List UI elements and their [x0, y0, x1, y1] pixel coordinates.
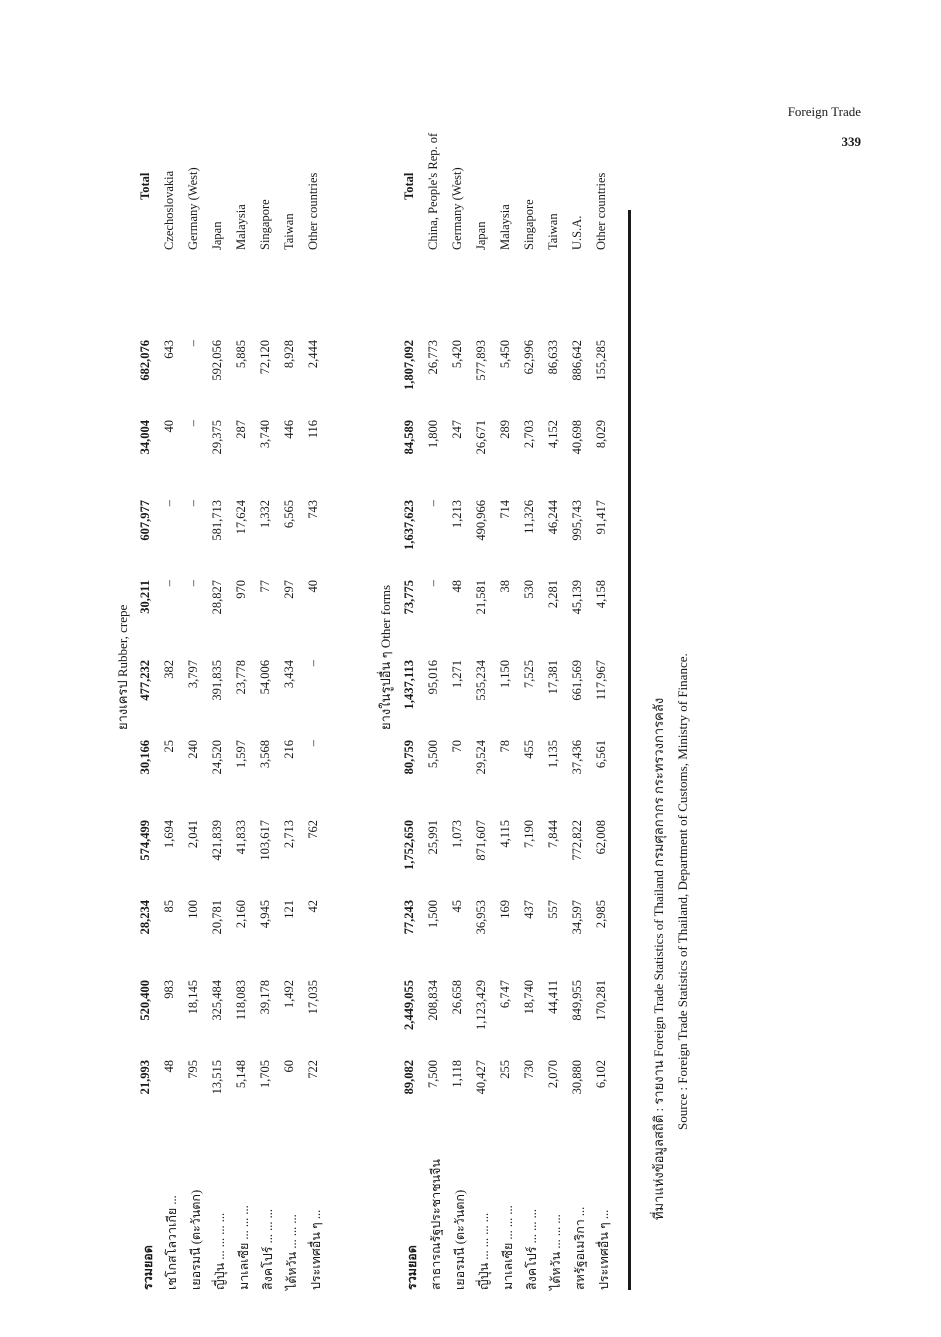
value-cell: 77	[258, 580, 272, 593]
value-cell: 60	[282, 1060, 296, 1073]
row-label-thai: สาธารณรัฐประชาชนจีน	[429, 1159, 443, 1290]
value-cell: 7,500	[426, 1060, 440, 1089]
value-cell: 247	[450, 420, 464, 439]
value-cell: 13,515	[210, 1060, 224, 1095]
value-cell: 5,450	[498, 340, 512, 369]
value-cell: 18,740	[522, 980, 536, 1015]
value-cell: 3,797	[186, 660, 200, 689]
row-label-english: U.S.A.	[570, 215, 584, 250]
row-label-english: Czechoslovakia	[162, 170, 176, 250]
value-cell: –	[186, 340, 200, 347]
row-label-english: Taiwan	[282, 213, 296, 250]
value-cell: 3,434	[282, 660, 296, 689]
value-cell: 40,427	[474, 1060, 488, 1095]
value-cell: 592,056	[210, 340, 224, 381]
row-label-english: Malaysia	[498, 204, 512, 250]
value-cell: 169	[498, 900, 512, 919]
value-cell: 84,589	[402, 420, 416, 455]
value-cell: 95,016	[426, 660, 440, 695]
value-cell: 970	[234, 580, 248, 599]
value-cell: 155,285	[594, 340, 608, 381]
value-cell: –	[186, 420, 200, 427]
value-cell: 24,520	[210, 740, 224, 775]
value-cell: 29,375	[210, 420, 224, 455]
value-cell: 4,945	[258, 900, 272, 929]
value-cell: 7,525	[522, 660, 536, 689]
value-cell: 26,671	[474, 420, 488, 455]
value-cell: 1,752,650	[402, 820, 416, 870]
value-cell: 886,642	[570, 340, 584, 381]
value-cell: 2,713	[282, 820, 296, 849]
value-cell: 45	[450, 900, 464, 913]
value-cell: 80,759	[402, 740, 416, 775]
table1-title: ยางเครป Rubber, crepe	[115, 604, 130, 730]
value-cell: 8,928	[282, 340, 296, 369]
row-label-thai: ญี่ปุ่น ... ... ... ...	[477, 1212, 491, 1290]
value-cell: 1,807,092	[402, 340, 416, 390]
value-cell: 289	[498, 420, 512, 439]
row-label-thai: ญี่ปุ่น ... ... ... ...	[213, 1212, 227, 1290]
row-label-thai: เยอรมนี (ตะวันตก)	[453, 1189, 467, 1290]
value-cell: 48	[162, 1060, 176, 1073]
value-cell: 28,827	[210, 580, 224, 615]
value-cell: 643	[162, 340, 176, 359]
value-cell: –	[186, 500, 200, 507]
value-cell: 1,597	[234, 740, 248, 769]
value-cell: 21,993	[138, 1060, 152, 1095]
value-cell: –	[162, 500, 176, 507]
running-header-title: Foreign Trade	[787, 104, 861, 119]
value-cell: 607,977	[138, 500, 152, 541]
value-cell: 391,835	[210, 660, 224, 701]
row-label-thai: ประเทศอื่น ๆ ...	[309, 1209, 323, 1290]
value-cell: 287	[234, 420, 248, 439]
table-row	[306, 160, 330, 1290]
value-cell: 4,158	[594, 580, 608, 609]
value-cell: 25,991	[426, 820, 440, 855]
value-cell: 1,492	[282, 980, 296, 1009]
source-thai: ที่มาแห่งข้อมูลสถิติ : รายงาน Foreign Trade Statistics of Thailand กรมศุลกากร กระทรวงการคลัง	[651, 697, 666, 1220]
value-cell: 2,070	[546, 1060, 560, 1089]
table-row	[450, 160, 474, 1290]
value-cell: 1,800	[426, 420, 440, 449]
value-cell: 91,417	[594, 500, 608, 535]
value-cell: 1,437,113	[402, 660, 416, 710]
row-label-thai: รวมยอด	[141, 1245, 155, 1290]
value-cell: 421,839	[210, 820, 224, 861]
value-cell: 714	[498, 500, 512, 519]
value-cell: 490,966	[474, 500, 488, 541]
value-cell: 6,102	[594, 1060, 608, 1089]
value-cell: 795	[186, 1060, 200, 1079]
value-cell: 2,041	[186, 820, 200, 849]
table-row	[282, 160, 306, 1290]
value-cell: 42	[306, 900, 320, 913]
value-cell: 118,083	[234, 980, 248, 1021]
value-cell: 1,073	[450, 820, 464, 849]
value-cell: 26,773	[426, 340, 440, 375]
table2-total-row	[402, 160, 426, 1290]
value-cell: 7,844	[546, 820, 560, 849]
table-row	[474, 160, 498, 1290]
value-cell: 730	[522, 1060, 536, 1079]
value-cell: 20,781	[210, 900, 224, 935]
value-cell: 2,703	[522, 420, 536, 449]
value-cell: 36,953	[474, 900, 488, 935]
row-label-english: Singapore	[258, 199, 272, 250]
value-cell: 5,885	[234, 340, 248, 369]
value-cell: 100	[186, 900, 200, 919]
row-label-english: Other countries	[594, 172, 608, 250]
value-cell: 762	[306, 820, 320, 839]
value-cell: 38	[498, 580, 512, 593]
row-label-english: Other countries	[306, 172, 320, 250]
row-label-english: Japan	[210, 221, 224, 250]
value-cell: 3,568	[258, 740, 272, 769]
value-cell: 557	[546, 900, 560, 919]
value-cell: 983	[162, 980, 176, 999]
value-cell: 30,211	[138, 580, 152, 614]
value-cell: 2,281	[546, 580, 560, 609]
value-cell: 6,561	[594, 740, 608, 769]
row-label-english: Germany (West)	[186, 167, 200, 250]
table-row	[546, 160, 570, 1290]
value-cell: 103,617	[258, 820, 272, 861]
value-cell: 48	[450, 580, 464, 593]
value-cell: 477,232	[138, 660, 152, 701]
row-label-english: Total	[402, 172, 416, 200]
table-row	[258, 160, 282, 1290]
value-cell: 682,076	[138, 340, 152, 381]
table-row	[426, 132, 450, 1290]
row-label-thai: สิงคโปร์ ... ... ...	[525, 1209, 539, 1290]
value-cell: 743	[306, 500, 320, 519]
value-cell: 11,326	[522, 500, 536, 534]
value-cell: 325,484	[210, 980, 224, 1021]
footer-rule	[628, 210, 631, 1290]
value-cell: 382	[162, 660, 176, 679]
value-cell: 62,996	[522, 340, 536, 375]
table1-total-row	[138, 160, 162, 1290]
value-cell: 116	[306, 420, 320, 439]
source-english: Source : Foreign Trade Statistics of Thailand, Department of Customs, Ministry of Finance.	[675, 653, 690, 1130]
value-cell: –	[426, 500, 440, 507]
value-cell: 1,118	[450, 1060, 464, 1088]
row-label-english: Singapore	[522, 199, 536, 250]
value-cell: 46,244	[546, 500, 560, 535]
value-cell: 6,747	[498, 980, 512, 1009]
value-cell: 4,115	[498, 820, 512, 848]
page-number: 339	[841, 134, 861, 149]
value-cell: 70	[450, 740, 464, 753]
value-cell: 29,524	[474, 740, 488, 775]
rotated-table-area	[20, 132, 780, 1290]
table-row	[234, 160, 258, 1290]
value-cell: 208,834	[426, 980, 440, 1021]
value-cell: 2,449,055	[402, 980, 416, 1030]
value-cell: 54,006	[258, 660, 272, 695]
table2-title: ยางในรูปอื่น ๆ Other forms	[378, 584, 393, 730]
row-label-thai: ไต้หวัน ... ... ...	[285, 1214, 299, 1290]
table-row	[186, 160, 210, 1290]
value-cell: 995,743	[570, 500, 584, 541]
value-cell: 5,500	[426, 740, 440, 769]
row-label-thai: เยอรมนี (ตะวันตก)	[189, 1189, 203, 1290]
value-cell: 530	[522, 580, 536, 599]
row-label-thai: ประเทศอื่น ๆ ...	[597, 1209, 611, 1290]
value-cell: –	[186, 580, 200, 587]
value-cell: 41,833	[234, 820, 248, 855]
value-cell: 1,705	[258, 1060, 272, 1089]
row-label-english: China, People's Rep. of	[426, 132, 440, 250]
value-cell: 1,213	[450, 500, 464, 529]
value-cell: 520,400	[138, 980, 152, 1021]
value-cell: –	[306, 740, 320, 747]
value-cell: 455	[522, 740, 536, 759]
value-cell: 7,190	[522, 820, 536, 849]
value-cell: 574,499	[138, 820, 152, 861]
table-row	[594, 160, 618, 1290]
table-row	[210, 160, 234, 1290]
row-label-english: Germany (West)	[450, 167, 464, 250]
value-cell: 17,035	[306, 980, 320, 1015]
row-label-thai: เชโกสโลวาเกีย ...	[165, 1195, 179, 1290]
value-cell: 77,243	[402, 900, 416, 935]
value-cell: 535,234	[474, 660, 488, 701]
value-cell: 72,120	[258, 340, 272, 375]
value-cell: 17,624	[234, 500, 248, 535]
value-cell: 34,597	[570, 900, 584, 935]
row-label-english: Malaysia	[234, 204, 248, 250]
value-cell: 89,082	[402, 1060, 416, 1095]
value-cell: 722	[306, 1060, 320, 1079]
value-cell: 871,607	[474, 820, 488, 861]
value-cell: 170,281	[594, 980, 608, 1021]
value-cell: 28,234	[138, 900, 152, 935]
value-cell: 78	[498, 740, 512, 753]
row-label-english: Total	[138, 172, 152, 200]
value-cell: 26,658	[450, 980, 464, 1015]
row-label-thai: สิงคโปร์ ... ... ...	[261, 1209, 275, 1290]
row-label-thai: มาเลเซีย ... ... ...	[501, 1205, 515, 1290]
value-cell: –	[426, 580, 440, 587]
value-cell: 39,178	[258, 980, 272, 1015]
value-cell: 4,152	[546, 420, 560, 449]
value-cell: 45,139	[570, 580, 584, 615]
value-cell: 2,160	[234, 900, 248, 929]
value-cell: 437	[522, 900, 536, 919]
table-row	[162, 160, 186, 1290]
value-cell: 446	[282, 420, 296, 439]
value-cell: 44,411	[546, 980, 560, 1014]
value-cell: 255	[498, 1060, 512, 1079]
value-cell: 1,271	[450, 660, 464, 689]
value-cell: 40,698	[570, 420, 584, 455]
value-cell: –	[306, 660, 320, 667]
row-label-english: Japan	[474, 221, 488, 250]
value-cell: 772,822	[570, 820, 584, 861]
value-cell: 23,778	[234, 660, 248, 695]
value-cell: 37,436	[570, 740, 584, 775]
value-cell: 86,633	[546, 340, 560, 375]
row-label-thai: ไต้หวัน ... ... ...	[549, 1214, 563, 1290]
value-cell: 216	[282, 740, 296, 759]
table-row	[570, 160, 594, 1290]
value-cell: 1,694	[162, 820, 176, 849]
value-cell: 5,148	[234, 1060, 248, 1089]
value-cell: 1,332	[258, 500, 272, 529]
value-cell: 1,150	[498, 660, 512, 689]
table-row	[498, 160, 522, 1290]
value-cell: 661,569	[570, 660, 584, 701]
row-label-thai: มาเลเซีย ... ... ...	[237, 1205, 251, 1290]
value-cell: 297	[282, 580, 296, 599]
value-cell: 8,029	[594, 420, 608, 449]
value-cell: 5,420	[450, 340, 464, 369]
row-label-english: Taiwan	[546, 213, 560, 250]
value-cell: 34,004	[138, 420, 152, 455]
table-row	[522, 160, 546, 1290]
value-cell: 581,713	[210, 500, 224, 541]
value-cell: 2,444	[306, 340, 320, 369]
value-cell: 62,008	[594, 820, 608, 855]
value-cell: 6,565	[282, 500, 296, 529]
value-cell: 849,955	[570, 980, 584, 1021]
value-cell: 577,893	[474, 340, 488, 381]
value-cell: 25	[162, 740, 176, 753]
value-cell: 85	[162, 900, 176, 913]
value-cell: 1,123,429	[474, 980, 488, 1030]
value-cell: 1,500	[426, 900, 440, 929]
value-cell: 21,581	[474, 580, 488, 615]
value-cell: 240	[186, 740, 200, 759]
value-cell: 2,985	[594, 900, 608, 929]
value-cell: 73,775	[402, 580, 416, 615]
value-cell: 1,135	[546, 740, 560, 769]
value-cell: 18,145	[186, 980, 200, 1015]
value-cell: –	[162, 580, 176, 587]
value-cell: 30,166	[138, 740, 152, 775]
value-cell: 40	[306, 580, 320, 593]
value-cell: 30,880	[570, 1060, 584, 1095]
value-cell: 17,381	[546, 660, 560, 695]
value-cell: 117,967	[594, 660, 608, 701]
value-cell: 40	[162, 420, 176, 433]
value-cell: 1,637,623	[402, 500, 416, 550]
value-cell: 3,740	[258, 420, 272, 449]
row-label-thai: สหรัฐอเมริกา ...	[573, 1206, 587, 1290]
value-cell: 121	[282, 900, 296, 919]
row-label-thai: รวมยอด	[405, 1245, 419, 1290]
